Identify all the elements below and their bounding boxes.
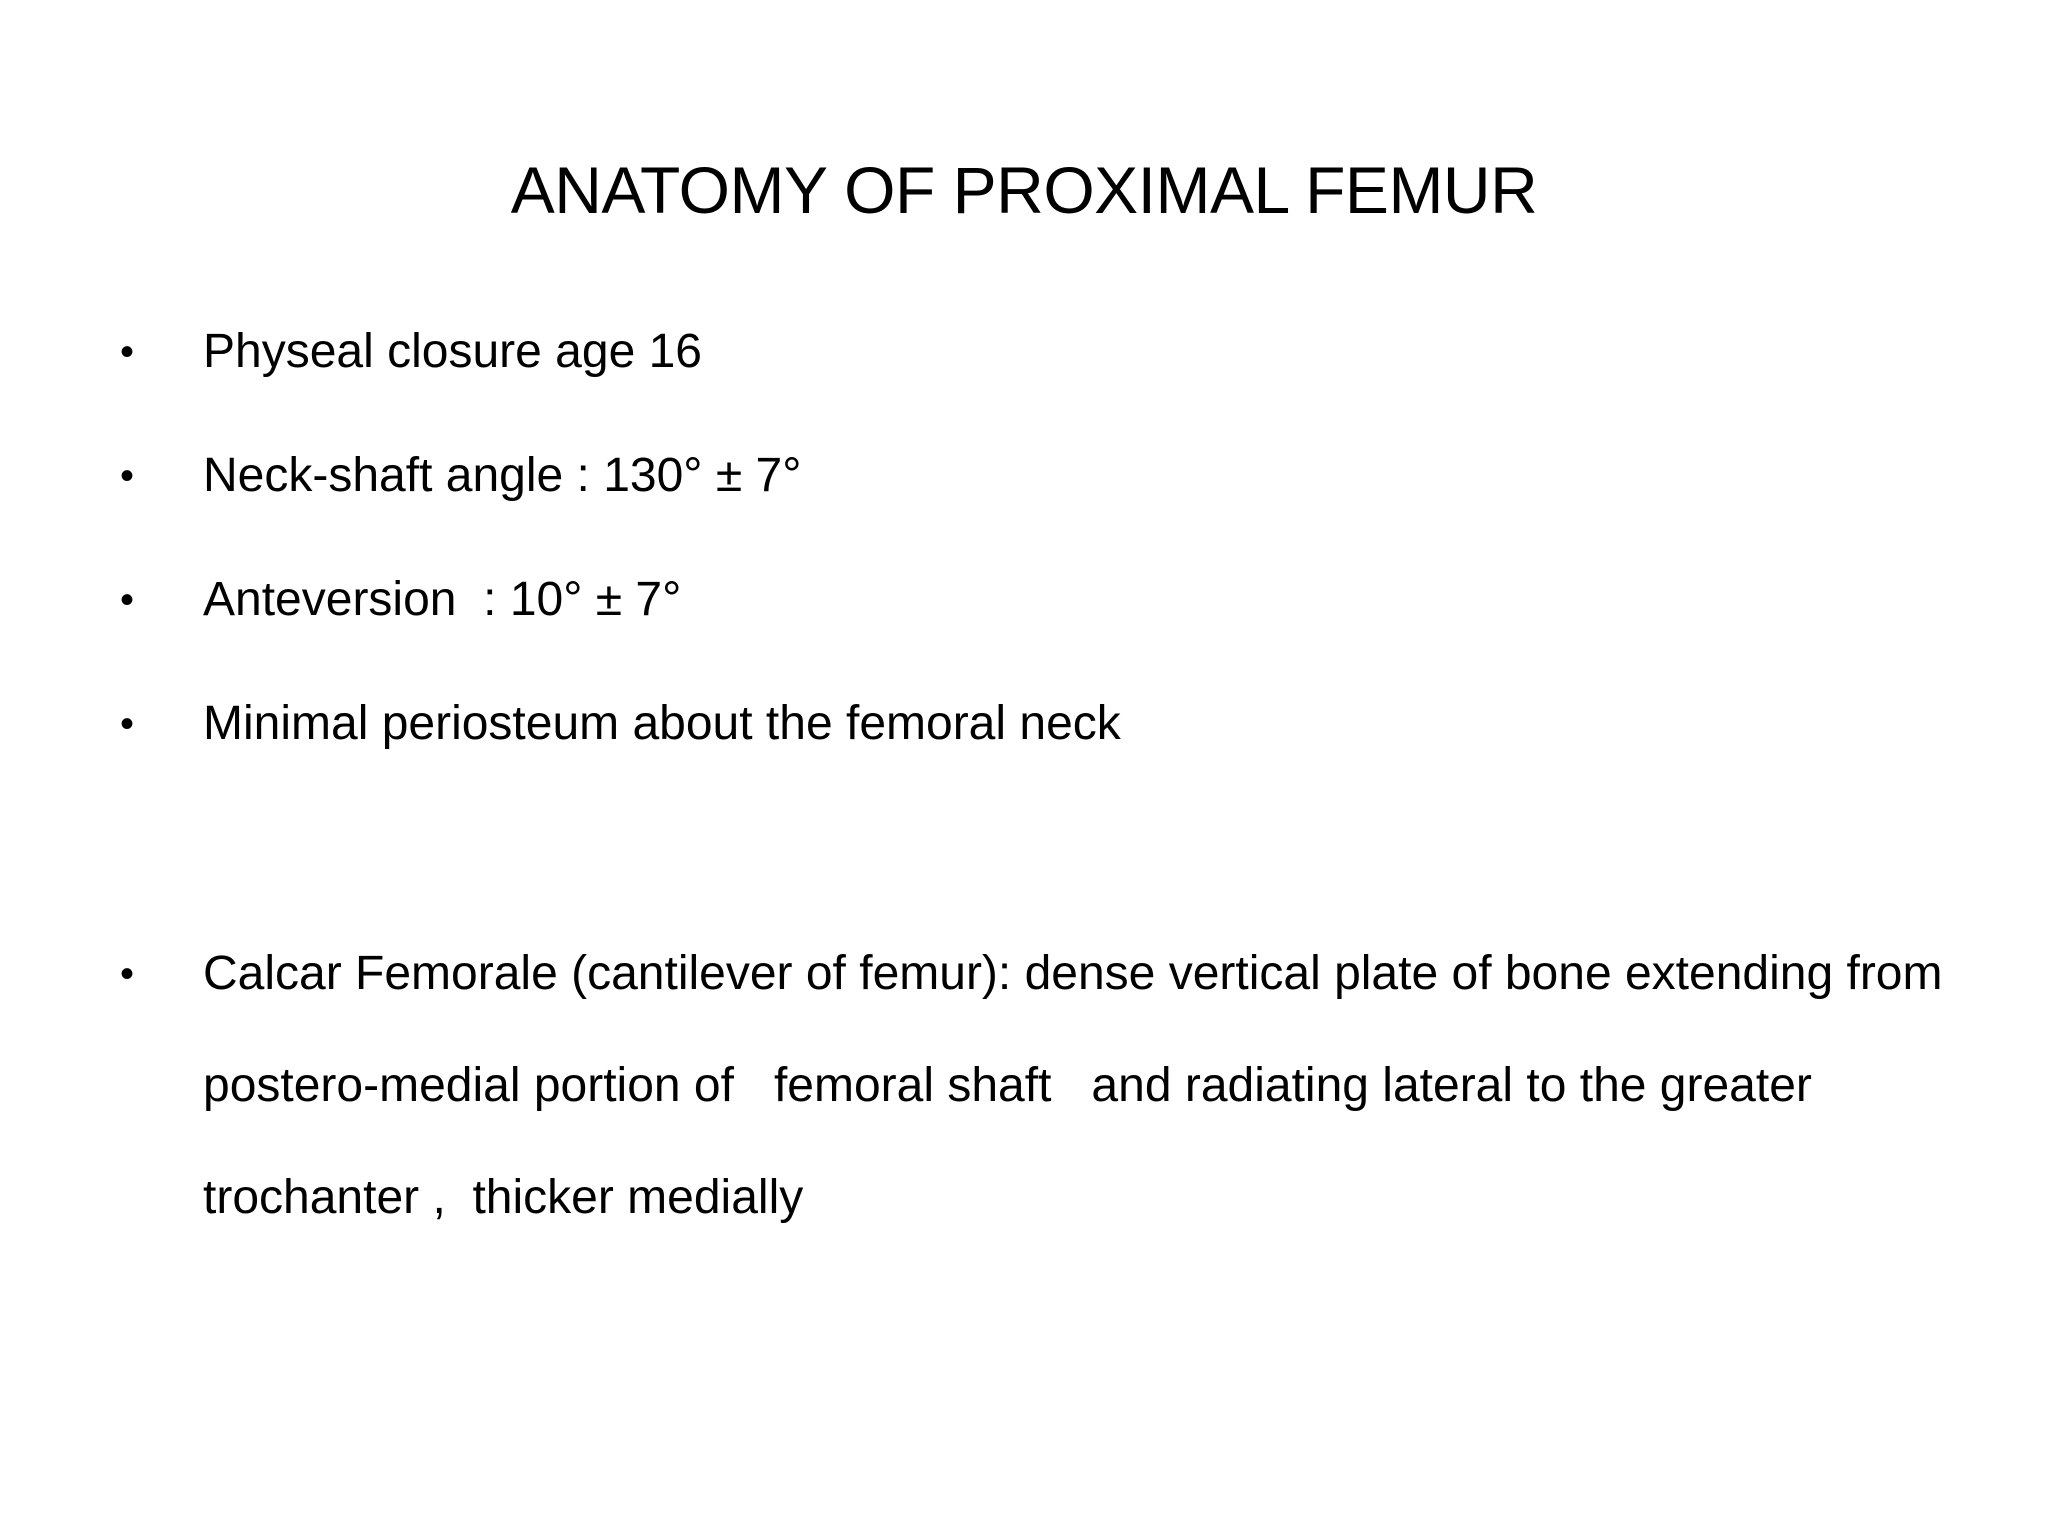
bullet-text: Anteversion : 10° ± 7° — [203, 573, 682, 626]
bullet-icon: • — [120, 330, 135, 374]
bullet-icon: • — [120, 454, 135, 498]
bullet-text: Minimal periosteum about the femoral neck — [203, 697, 1121, 750]
bullet-text: Calcar Femorale (cantilever of femur): dense vertical plate of bone extending from postero-medial portion of femoral shaft and radiating lateral to the greater trochanter , thicker medially — [203, 947, 1983, 1224]
bullet-text: Neck-shaft angle : 130° ± 7° — [203, 449, 802, 502]
bullet-icon: • — [120, 578, 135, 622]
slide-title: ANATOMY OF PROXIMAL FEMUR — [510, 153, 1538, 227]
bullet-icon: • — [120, 952, 135, 996]
bullet-text: Physeal closure age 16 — [203, 325, 702, 378]
bullet-icon: • — [120, 702, 135, 746]
